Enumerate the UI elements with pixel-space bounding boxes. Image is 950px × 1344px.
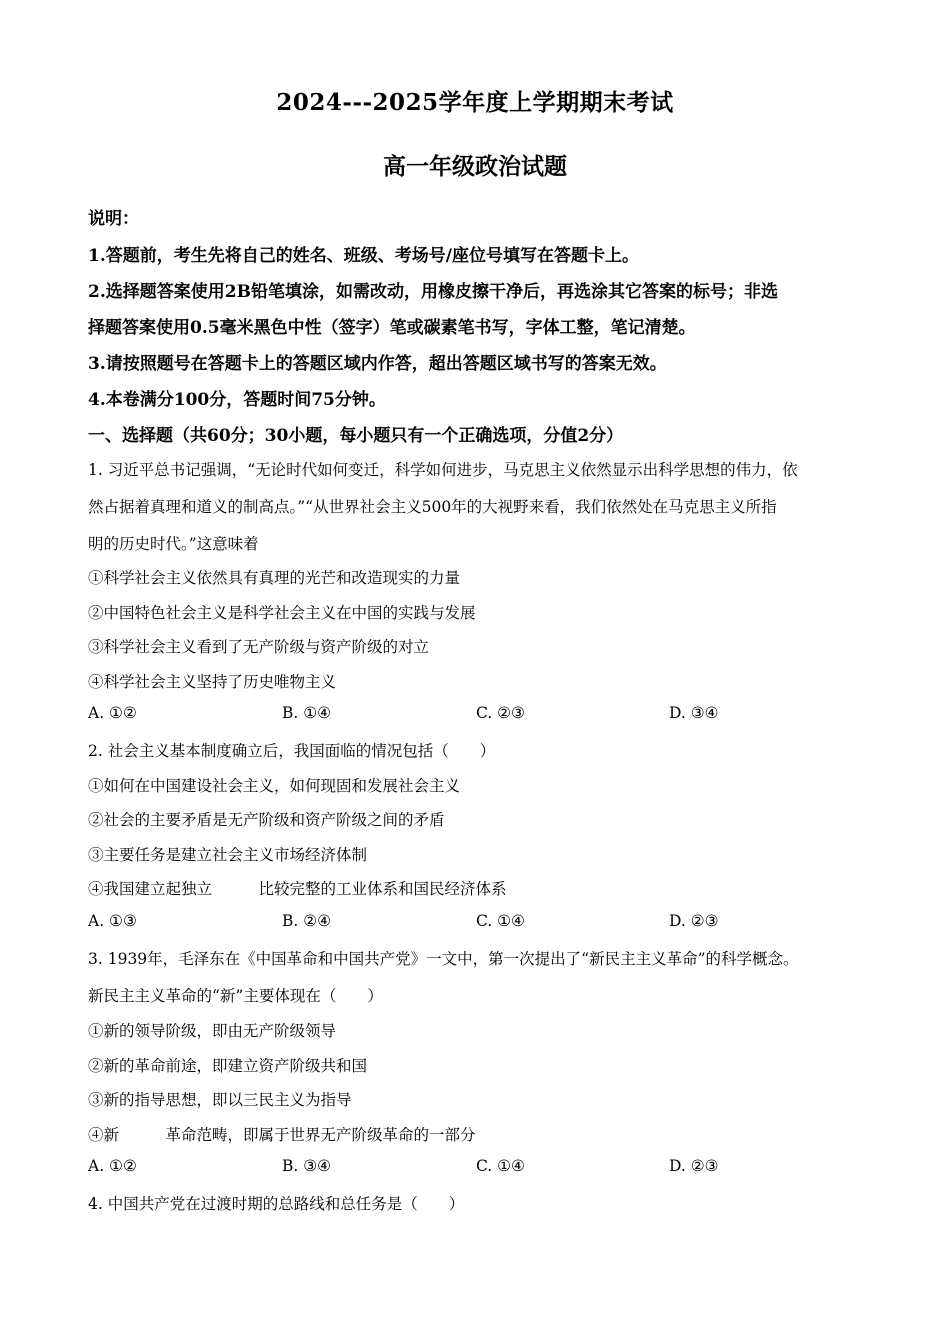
question-item: ④我国建立起独立 比较完整的工业体系和国民经济体系	[88, 880, 507, 898]
option-c: C. ①④	[476, 1157, 525, 1175]
note-item: 择题答案使用0.5毫米黑色中性（签字）笔或碳素笔书写，字体工整，笔记清楚。	[88, 318, 696, 338]
question-item: ④新 革命范畴，即属于世界无产阶级革命的一部分	[88, 1126, 476, 1144]
question-item: ②新的革命前途，即建立资产阶级共和国	[88, 1057, 368, 1075]
option-d: D. ③④	[669, 704, 719, 722]
question-item: ③主要任务是建立社会主义市场经济体制	[88, 846, 368, 864]
option-c: C. ②③	[476, 704, 525, 722]
question-stem: 1. 习近平总书记强调，“无论时代如何变迁，科学如何进步，马克思主义依然显示出科学思想的伟力，依	[88, 461, 798, 479]
notes-heading: 说明：	[88, 209, 139, 229]
exam-title: 2024---2025学年度上学期期末考试	[276, 89, 674, 116]
question-stem: 2. 社会主义基本制度确立后，我国面临的情况包括（ ）	[88, 742, 496, 760]
option-d: D. ②③	[669, 1157, 719, 1175]
question-stem: 3. 1939年，毛泽东在《中国革命和中国共产党》一文中，第一次提出了“新民主主义革命”的科学概念。	[88, 950, 799, 968]
question-stem: 明的历史时代。”这意味着	[88, 535, 259, 553]
question-item: ④科学社会主义坚持了历史唯物主义	[88, 673, 337, 691]
note-item: 1.答题前，考生先将自己的姓名、班级、考场号/座位号填写在答题卡上。	[88, 246, 639, 266]
question-item: ③新的指导思想，即以三民主义为指导	[88, 1091, 352, 1109]
section-heading: 一、选择题（共60分；30小题，每小题只有一个正确选项，分值2分）	[88, 426, 624, 446]
question-item: ②社会的主要矛盾是无产阶级和资产阶级之间的矛盾	[88, 811, 445, 829]
note-item: 2.选择题答案使用2B铅笔填涂，如需改动，用橡皮擦干净后，再选涂其它答案的标号；非选	[88, 282, 778, 302]
option-b: B. ②④	[282, 912, 332, 930]
question-item: ③科学社会主义看到了无产阶级与资产阶级的对立	[88, 638, 430, 656]
question-item: ①科学社会主义依然具有真理的光芒和改造现实的力量	[88, 569, 461, 587]
question-item: ②中国特色社会主义是科学社会主义在中国的实践与发展	[88, 604, 476, 622]
option-b: B. ①④	[282, 704, 332, 722]
option-d: D. ②③	[669, 912, 719, 930]
question-item: ①新的领导阶级，即由无产阶级领导	[88, 1022, 337, 1040]
option-a: A. ①②	[88, 1157, 137, 1175]
note-item: 4.本卷满分100分，答题时间75分钟。	[88, 390, 386, 410]
option-a: A. ①③	[88, 912, 137, 930]
option-b: B. ③④	[282, 1157, 332, 1175]
question-stem: 4. 中国共产党在过渡时期的总路线和总任务是（ ）	[88, 1195, 465, 1213]
question-item: ①如何在中国建设社会主义，如何现固和发展社会主义	[88, 777, 461, 795]
option-c: C. ①④	[476, 912, 525, 930]
question-stem: 新民主主义革命的“新”主要体现在（ ）	[88, 987, 383, 1005]
paper-title: 高一年级政治试题	[383, 153, 567, 180]
option-a: A. ①②	[88, 704, 137, 722]
question-stem: 然占据着真理和道义的制高点。”“从世界社会主义500年的大视野来看，我们依然处在马克思主义所指	[88, 498, 777, 516]
note-item: 3.请按照题号在答题卡上的答题区域内作答，超出答题区域书写的答案无效。	[88, 354, 667, 374]
